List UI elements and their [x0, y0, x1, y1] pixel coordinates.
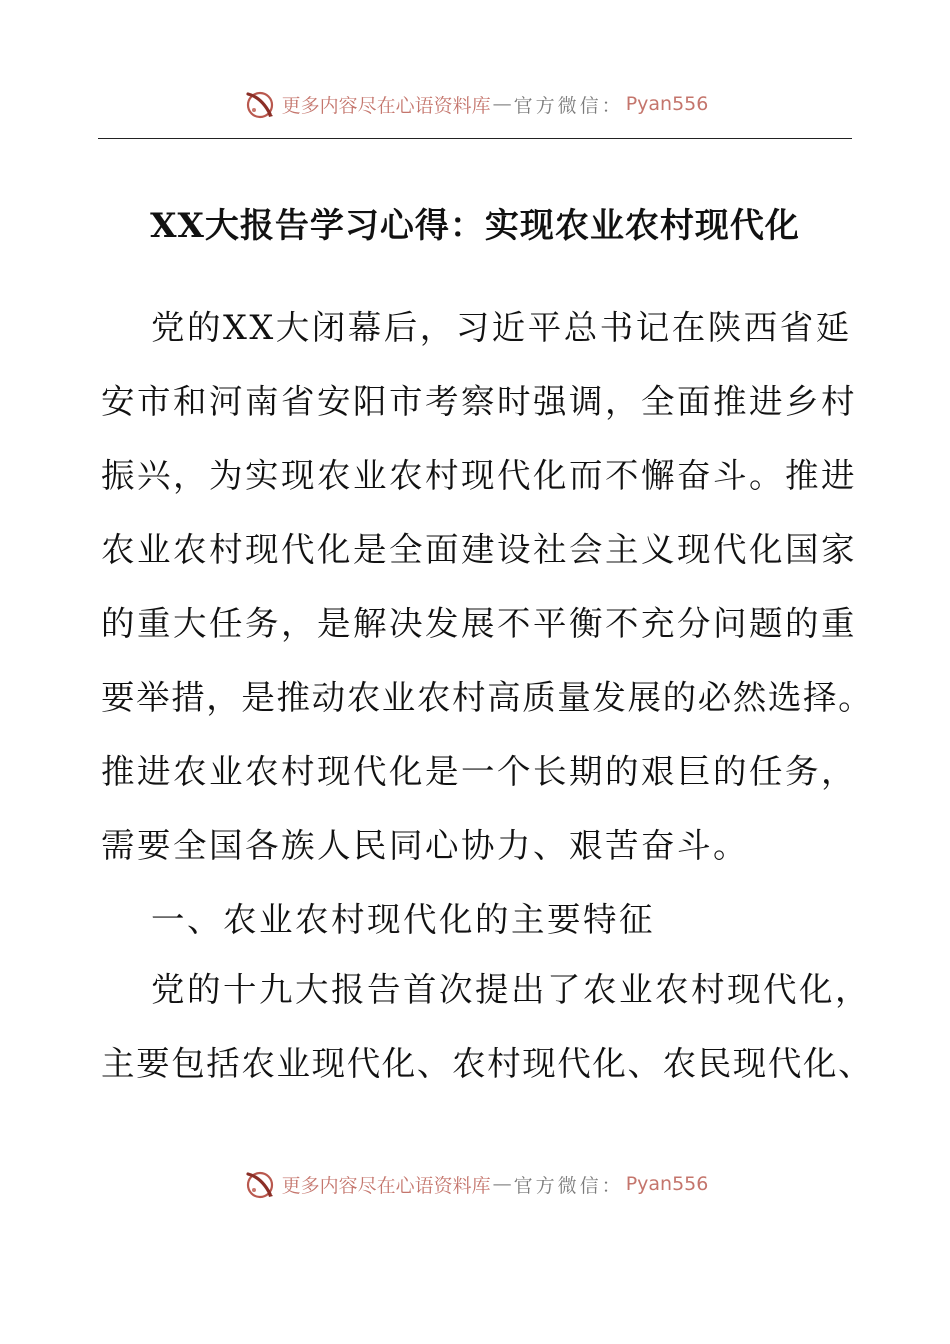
header-divider: [98, 138, 852, 139]
body-line-6: 要举措，是推动农业农村高质量发展的必然选择。: [101, 678, 874, 717]
header-banner: [0, 86, 950, 122]
body-line-2: 安市和河南省安阳市考察时强调，全面推进乡村: [101, 382, 857, 421]
footer-official-label: 官方微信：: [513, 1174, 624, 1197]
footer-wechat-id: Pyan556: [625, 1173, 709, 1195]
pen-in-circle-icon: [242, 1166, 278, 1202]
header-dash: —: [492, 93, 512, 115]
body-line-8: 需要全国各族人民同心协力、艰苦奋斗。: [101, 826, 749, 865]
footer-dash: —: [492, 1173, 512, 1195]
document-title: XX大报告学习心得：实现农业农村现代化: [150, 206, 800, 246]
section-heading-1: 一、农业农村现代化的主要特征: [151, 900, 655, 939]
header-brand-text: 更多内容尽在心语资料库: [281, 94, 491, 117]
header-wechat-id: Pyan556: [625, 93, 709, 115]
header-official-label: 官方微信：: [513, 94, 624, 117]
body-line-7: 推进农业农村现代化是一个长期的艰巨的任务，: [101, 752, 857, 791]
body-line-3: 振兴，为实现农业农村现代化而不懈奋斗。推进: [101, 456, 857, 495]
body-line-10: 主要包括农业现代化、农村现代化、农民现代化、: [101, 1044, 874, 1083]
footer-banner: [0, 1166, 950, 1202]
footer-brand-text: 更多内容尽在心语资料库: [281, 1174, 491, 1197]
body-line-1: 党的XX大闭幕后，习近平总书记在陕西省延: [151, 308, 852, 347]
pen-in-circle-icon: [242, 86, 278, 122]
body-line-5: 的重大任务，是解决发展不平衡不充分问题的重: [101, 604, 857, 643]
body-line-9: 党的十九大报告首次提出了农业农村现代化，: [151, 970, 871, 1009]
body-line-4: 农业农村现代化是全面建设社会主义现代化国家: [101, 530, 857, 569]
